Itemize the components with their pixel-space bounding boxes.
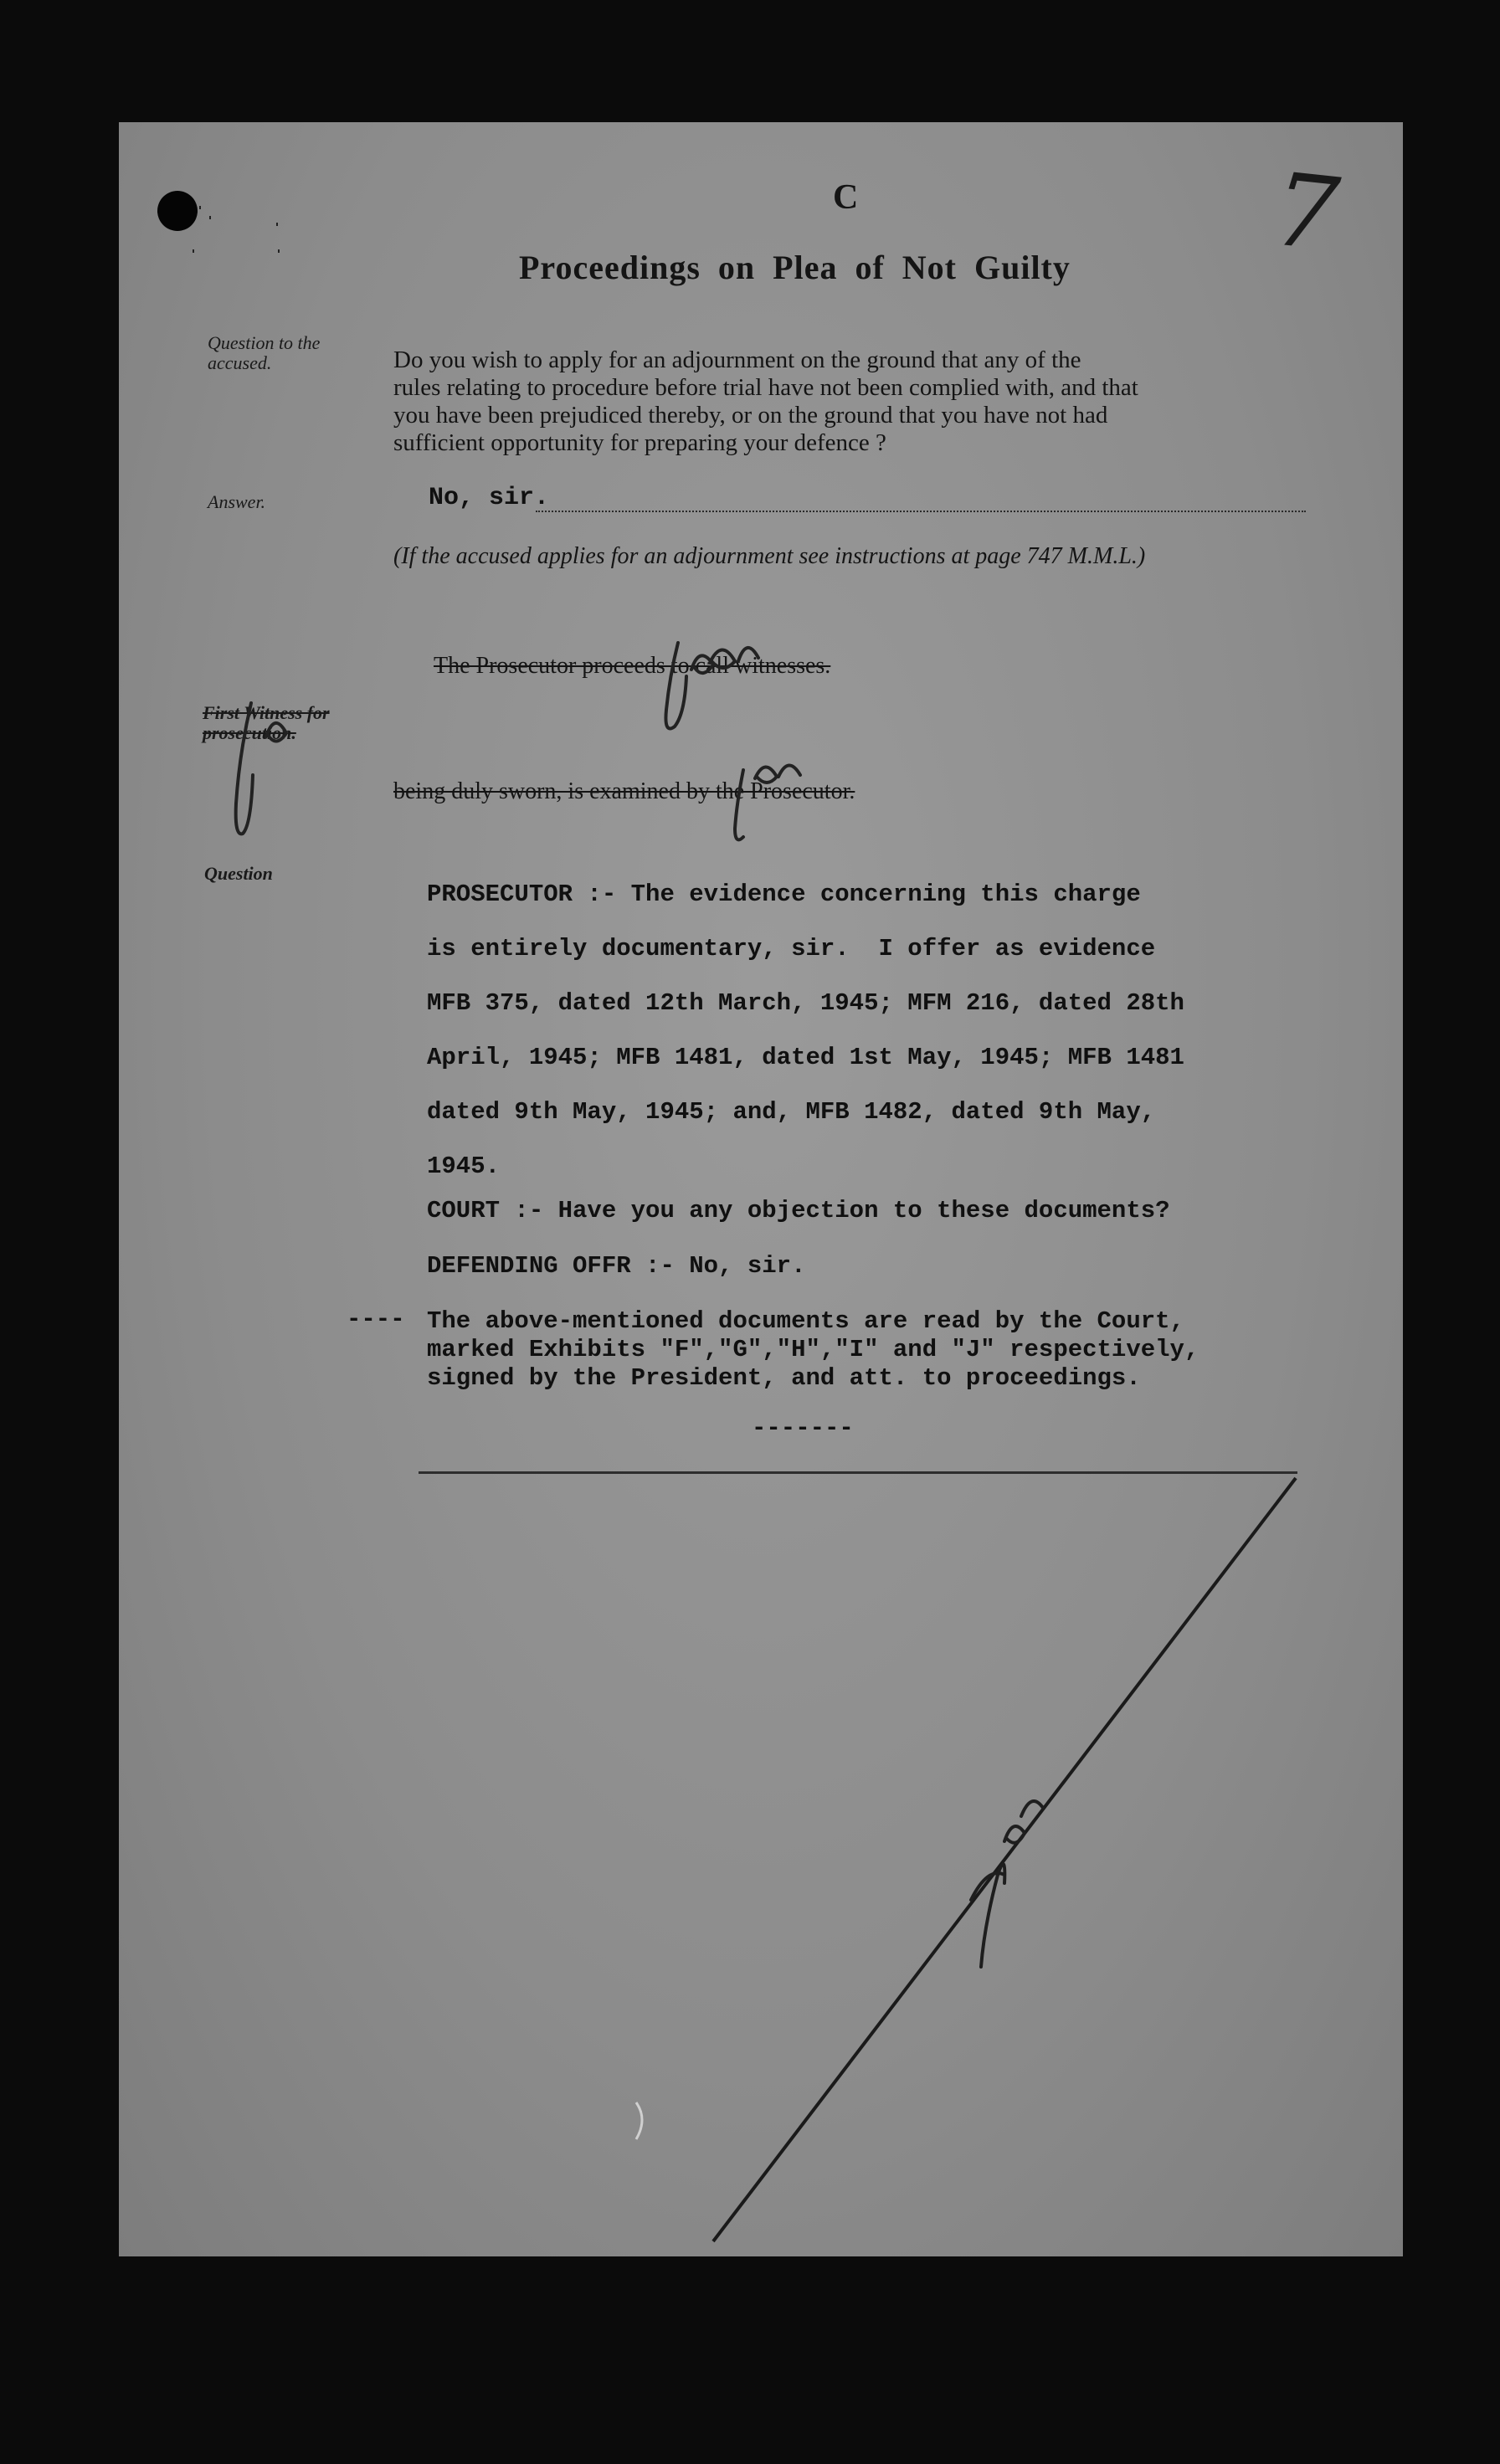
struck-prosecutor-proceeds: The Prosecutor proceeds to call witnesses. [434, 653, 831, 679]
court-question: COURT :- Have you any objection to these documents? [427, 1197, 1170, 1224]
evidence-line: dated 9th May, 1945; and, MFB 1482, dated 9th May, [427, 1098, 1156, 1126]
evidence-line: MFB 375, dated 12th March, 1945; MFM 216, dated 28th [427, 989, 1184, 1017]
note-line: signed by the President, and att. to proceedings. [427, 1364, 1141, 1392]
margin-label-answer: Answer. [208, 491, 266, 512]
section-letter: C [833, 178, 859, 217]
margin-label-question-to-accused: Question to the accused. [208, 332, 321, 373]
margin-label-first-witness: First Witness for prosecution. [203, 702, 330, 743]
evidence-line: 1945. [427, 1152, 501, 1180]
note-line: marked Exhibits "F","G","H","I" and "J" respectively, [427, 1336, 1199, 1363]
handwritten-initials-top [665, 643, 758, 729]
adjournment-instruction: (If the accused applies for an adjournment see instructions at page 747 M.M.L.) [393, 543, 1146, 569]
question-line: rules relating to procedure before trial have not been complied with, and that [393, 374, 1138, 401]
handwritten-mark [636, 2102, 642, 2139]
question-line: Do you wish to apply for an adjournment on the ground that any of the [393, 346, 1081, 373]
struck-duly-sworn: being duly sworn, is examined by the Prosecutor. [393, 778, 855, 804]
margin-dashes: ---- [347, 1306, 405, 1333]
handwritten-page-number: 7 [1267, 151, 1344, 275]
question-line: sufficient opportunity for preparing your defence ? [393, 429, 886, 456]
margin-speckles [193, 208, 280, 251]
margin-label-question: Question [204, 863, 273, 884]
defending-officer-answer: DEFENDING OFFR :- No, sir. [427, 1252, 806, 1280]
evidence-line: April, 1945; MFB 1481, dated 1st May, 1945; MFB 1481 [427, 1044, 1184, 1071]
evidence-line: is entirely documentary, sir. I offer as evidence [427, 935, 1156, 963]
handwritten-initials-margin [236, 703, 286, 834]
diagonal-strike-line [713, 1478, 1296, 2241]
handwritten-initials-sworn [735, 765, 800, 839]
note-line: The above-mentioned documents are read by the Court, [427, 1307, 1184, 1335]
page-title: Proceedings on Plea of Not Guilty [519, 249, 1071, 286]
question-line: you have been prejudiced thereby, or on the ground that you have not had [393, 402, 1108, 429]
answer-text: No, sir. [429, 484, 550, 512]
center-dashes: ------- [752, 1414, 854, 1442]
evidence-line: PROSECUTOR :- The evidence concerning this charge [427, 880, 1141, 908]
